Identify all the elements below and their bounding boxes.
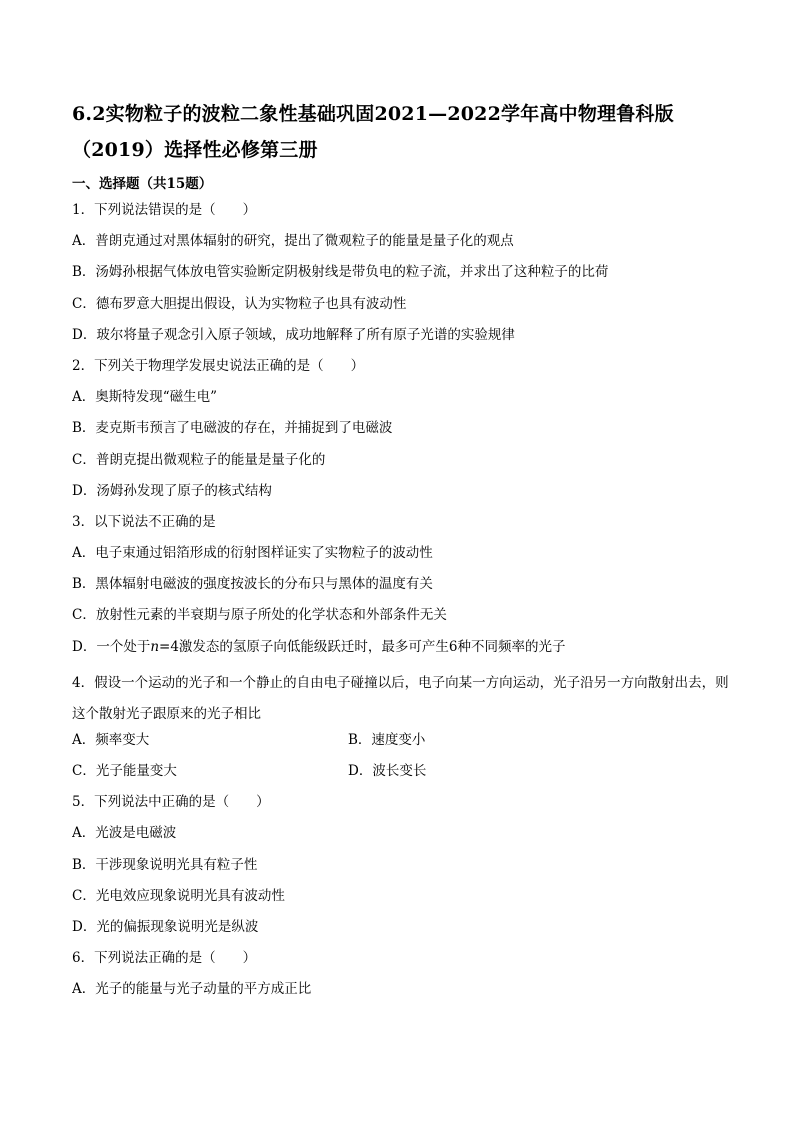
- option-a: A．奥斯特发现“磁生电”: [72, 389, 218, 406]
- option-b: B．麦克斯韦预言了电磁波的存在，并捕捉到了电磁波: [72, 420, 393, 437]
- option-a: A．电子束通过铝箔形成的衍射图样证实了实物粒子的波动性: [72, 545, 433, 562]
- question-5: [72, 792, 732, 948]
- title-line-1: 6.2实物粒子的波粒二象性基础巩固2021—2022学年高中物理鲁科版: [72, 103, 674, 125]
- question-stem: 3．以下说法不正确的是: [72, 513, 216, 530]
- question-1: [72, 200, 732, 356]
- option-d: D．光的偏振现象说明光是纵波: [72, 918, 259, 935]
- document-page: [72, 96, 732, 1011]
- option-row: [72, 730, 732, 761]
- option-c: C．德布罗意大胆提出假设，认为实物粒子也具有波动性: [72, 295, 407, 312]
- option-d-variable: n: [150, 638, 160, 655]
- option-d-suffix: =4激发态的氢原子向低能级跃迁时，最多可产生6种不同频率的光子: [159, 638, 566, 655]
- question-2: [72, 356, 732, 512]
- option-b: B．干涉现象说明光具有粒子性: [72, 856, 258, 873]
- option-b: B．汤姆孙根据气体放电管实验断定阴极射线是带负电的粒子流，并求出了这种粒子的比荷: [72, 264, 609, 281]
- question-4: [72, 668, 732, 792]
- option-d: D．波长变长: [348, 763, 427, 779]
- option-a: A．光子的能量与光子动量的平方成正比: [72, 981, 312, 998]
- option-d: D．汤姆孙发现了原子的核式结构: [72, 482, 272, 499]
- question-stem: 5．下列说法中正确的是（ ）: [72, 794, 270, 811]
- question-6: [72, 948, 732, 1010]
- option-d: D．玻尔将量子观念引入原子领域，成功地解释了所有原子光谱的实验规律: [72, 326, 515, 343]
- document-title: [72, 96, 732, 168]
- question-3: [72, 512, 732, 668]
- option-c: C．光子能量变大: [72, 763, 177, 779]
- option-b: B．黑体辐射电磁波的强度按波长的分布只与黑体的温度有关: [72, 576, 433, 593]
- option-c: C．光电效应现象说明光具有波动性: [72, 887, 285, 904]
- option-a: A．光波是电磁波: [72, 825, 177, 842]
- option-b: B．速度变小: [348, 731, 426, 748]
- title-line-2: （2019）选择性必修第三册: [72, 139, 318, 161]
- option-row: [72, 761, 732, 792]
- option-c: C．普朗克提出微观粒子的能量是量子化的: [72, 451, 326, 468]
- option-d-prefix: D．一个处于: [72, 638, 151, 655]
- section-heading: 一、选择题（共15题）: [72, 176, 213, 192]
- option-a: A．普朗克通过对黑体辐射的研究，提出了微观粒子的能量是量子化的观点: [72, 233, 514, 250]
- option-d: [72, 637, 732, 668]
- option-c: C．放射性元素的半衰期与原子所处的化学状态和外部条件无关: [72, 607, 447, 624]
- option-a: A．频率变大: [72, 731, 150, 748]
- question-stem: 1．下列说法错误的是（ ）: [72, 202, 257, 218]
- question-stem: 6．下列说法正确的是（ ）: [72, 950, 257, 967]
- question-stem: 2．下列关于物理学发展史说法正确的是（ ）: [72, 357, 365, 374]
- question-stem: 4．假设一个运动的光子和一个静止的自由电子碰撞以后，电子向某一方向运动，光子沿另一方向散射出去，则这个散射光子跟原来的光子相比: [72, 674, 729, 722]
